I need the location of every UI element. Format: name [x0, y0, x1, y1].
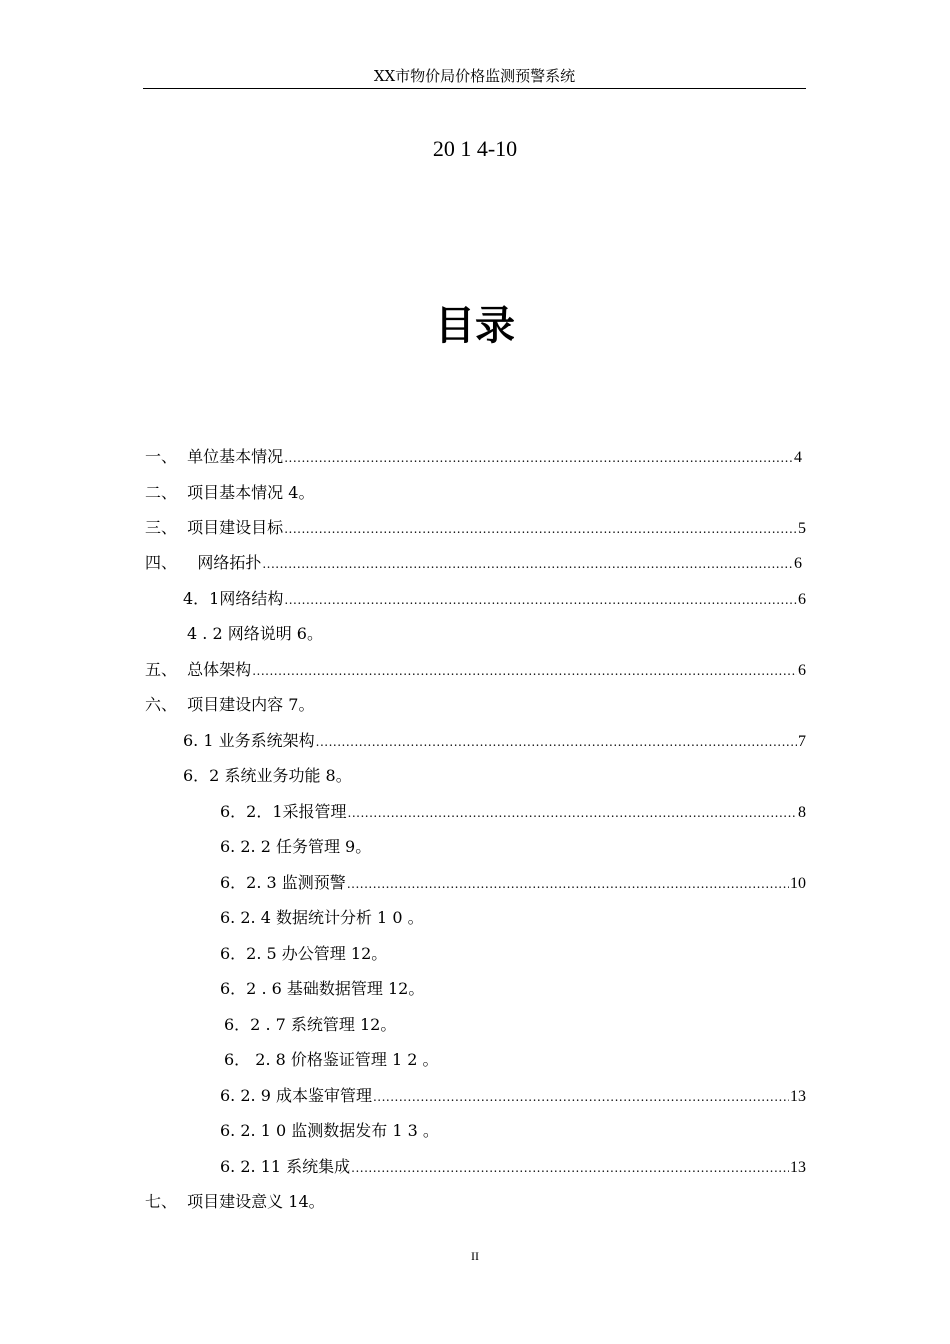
toc-entry-label: 6. 2. 4 数据统计分析 1 0 。 — [220, 908, 424, 927]
toc-entry-label: 6. 2. 11 系统集成 — [220, 1157, 351, 1176]
toc-leader — [262, 552, 793, 576]
toc-leader — [347, 872, 789, 896]
toc-entry[interactable] — [220, 977, 424, 1001]
toc-entry[interactable] — [183, 764, 352, 788]
toc-entry[interactable] — [145, 693, 314, 717]
toc-entry[interactable] — [220, 1155, 806, 1179]
toc-entry-page: 13 — [790, 1088, 806, 1105]
toc-entry[interactable] — [187, 622, 323, 646]
toc-entry-label: 七、 项目建设意义 14。 — [145, 1192, 325, 1211]
toc-entry-page: 6 — [798, 591, 806, 608]
footer-page-number: II — [471, 1249, 479, 1263]
toc-entry[interactable] — [145, 1190, 325, 1214]
toc-entry-label: 一、 单位基本情况 — [145, 447, 284, 466]
toc-entry[interactable] — [145, 551, 802, 575]
toc-entry-page: 6 — [794, 555, 802, 572]
toc-entry-label: 6. 2. 9 成本鉴审管理 — [220, 1086, 372, 1105]
toc-entry-label: 六、 项目建设内容 7。 — [145, 695, 315, 714]
toc-entry-label: 4 . 2 网络说明 6。 — [187, 624, 323, 643]
document-date: 20 1 4-10 — [432, 136, 518, 161]
toc-entry-label: 6. 1 业务系统架构 — [183, 731, 315, 750]
toc-entry-label: 6．2 . 6 基础数据管理 12。 — [220, 979, 425, 998]
toc-leader — [284, 588, 797, 612]
toc-entry[interactable] — [145, 445, 802, 469]
toc-entry[interactable] — [183, 729, 806, 753]
toc-entry-label: 6．2 . 7 系统管理 12。 — [224, 1015, 397, 1034]
toc-title: 目录 — [435, 303, 515, 349]
toc-entry[interactable] — [220, 835, 371, 859]
toc-entry-page: 5 — [798, 520, 806, 537]
toc-entry-label: 6. 2. 1 0 监测数据发布 1 3 。 — [220, 1121, 439, 1140]
toc-entry[interactable] — [220, 1119, 439, 1143]
toc-entry[interactable] — [224, 1013, 396, 1037]
toc-entry[interactable] — [220, 800, 806, 824]
toc-leader — [252, 659, 797, 683]
toc-entry-page: 7 — [798, 733, 806, 750]
toc-entry-label: 6. 2. 2 任务管理 9。 — [220, 837, 372, 856]
page-header-title: XX市物价局价格监测预警系统 — [373, 67, 576, 85]
toc-entry-label: 三、 项目建设目标 — [145, 518, 284, 537]
toc-leader — [284, 517, 797, 541]
toc-leader — [351, 1156, 789, 1180]
toc-entry-page: 4 — [794, 449, 802, 466]
toc-entry-label: 6．2 系统业务功能 8。 — [183, 766, 352, 785]
toc-entry[interactable] — [183, 587, 806, 611]
toc-entry-label: 4．1网络结构 — [183, 589, 284, 608]
toc-entry-page: 8 — [798, 804, 806, 821]
toc-leader — [348, 801, 797, 825]
toc-entry-label: 6．2. 5 办公管理 12。 — [220, 944, 388, 963]
toc-leader — [316, 730, 797, 754]
toc-entry[interactable] — [220, 1084, 806, 1108]
toc-leader — [284, 446, 793, 470]
toc-entry[interactable] — [220, 906, 424, 930]
toc-leader — [373, 1085, 789, 1109]
toc-entry-page: 10 — [790, 875, 806, 892]
toc-entry-label: 6．2. 3 监测预警 — [220, 873, 346, 892]
toc-entry[interactable] — [145, 481, 314, 505]
toc-entry[interactable] — [224, 1048, 439, 1072]
toc-entry-label: 6． 2. 8 价格鉴证管理 1 2 。 — [224, 1050, 439, 1069]
toc-entry-label: 6．2．1采报管理 — [220, 802, 347, 821]
toc-entry-label: 四、 网络拓扑 — [145, 553, 262, 572]
toc-entry-label: 二、 项目基本情况 4。 — [145, 483, 315, 502]
toc-entry-page: 13 — [790, 1159, 806, 1176]
toc-entry[interactable] — [220, 871, 806, 895]
toc-entry[interactable] — [145, 516, 806, 540]
toc-entry-page: 6 — [798, 662, 806, 679]
toc-entry-label: 五、 总体架构 — [145, 660, 252, 679]
toc-entry[interactable] — [220, 942, 387, 966]
toc-entry[interactable] — [145, 658, 806, 682]
